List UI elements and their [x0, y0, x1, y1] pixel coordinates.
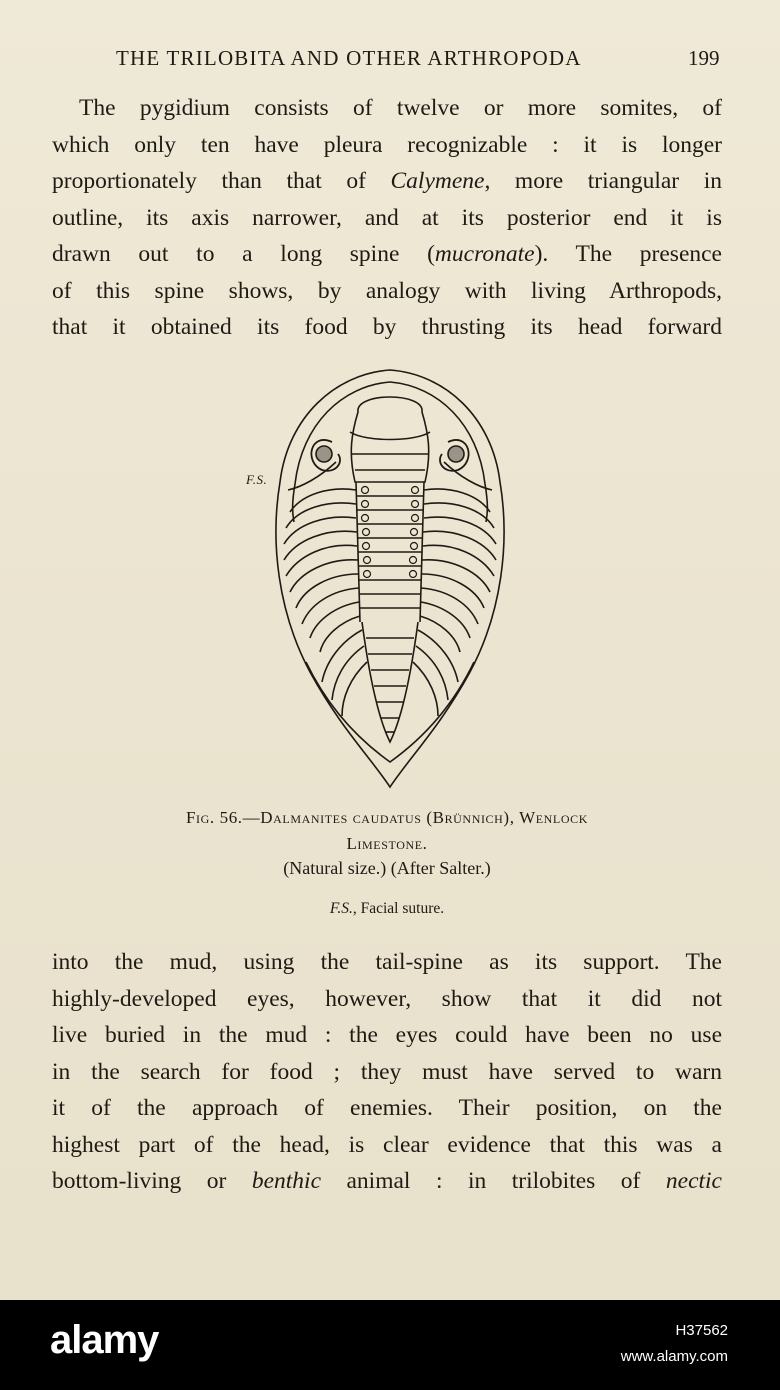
alamy-logo: alamy — [50, 1318, 159, 1362]
text-line: drawn out to a long spine (mucronate). The presence — [52, 241, 722, 267]
text-line: outline, its axis narrower, and at its posterior end it is — [52, 204, 722, 231]
running-title: THE TRILOBITA AND OTHER ARTHROPODA — [116, 46, 582, 70]
text-line: in the search for food ; they must have served to warn — [52, 1058, 722, 1085]
running-head — [0, 46, 780, 76]
paragraph-bottom — [52, 944, 722, 1200]
figure-caption-key: F.S., Facial suture. — [329, 900, 445, 917]
text-line: of this spine shows, by analogy with living Arthropods, — [52, 277, 722, 304]
page-number: 199 — [688, 46, 720, 70]
text-line: which only ten have pleura recognizable : it is longer — [52, 131, 722, 158]
paragraph-top — [52, 90, 722, 346]
trilobite-illustration — [240, 362, 540, 802]
text-line: The pygidium consists of twelve or more somites, of — [79, 95, 722, 121]
watermark-bar — [0, 1300, 780, 1390]
watermark-url: www.alamy.com — [620, 1348, 728, 1365]
figure-caption-title-cont: Limestone. — [346, 834, 428, 853]
text-line: proportionately than that of Calymene, more triangular in — [52, 168, 722, 194]
text-line: highly-developed eyes, however, show that it did not — [52, 985, 722, 1012]
text-line: highest part of the head, is clear evidence that this was a — [52, 1131, 722, 1158]
text-line: into the mud, using the tail-spine as its support. The — [52, 949, 722, 975]
figure-caption-source: (Natural size.) (After Salter.) — [283, 858, 491, 878]
text-line: that it obtained its food by thrusting its head forward — [52, 314, 722, 340]
image-id: H37562 — [675, 1322, 728, 1339]
text-line: live buried in the mud : the eyes could have been no use — [52, 1022, 722, 1048]
text-line: it of the approach of enemies. Their position, on the — [52, 1095, 722, 1121]
figure-caption-title: Fig. 56.—Dalmanites caudatus (Brünnich), Wenlock — [185, 808, 588, 827]
facial-suture-label: F.S. — [246, 472, 268, 487]
text-line: bottom-living or benthic animal : in trilobites of nectic — [52, 1168, 722, 1194]
